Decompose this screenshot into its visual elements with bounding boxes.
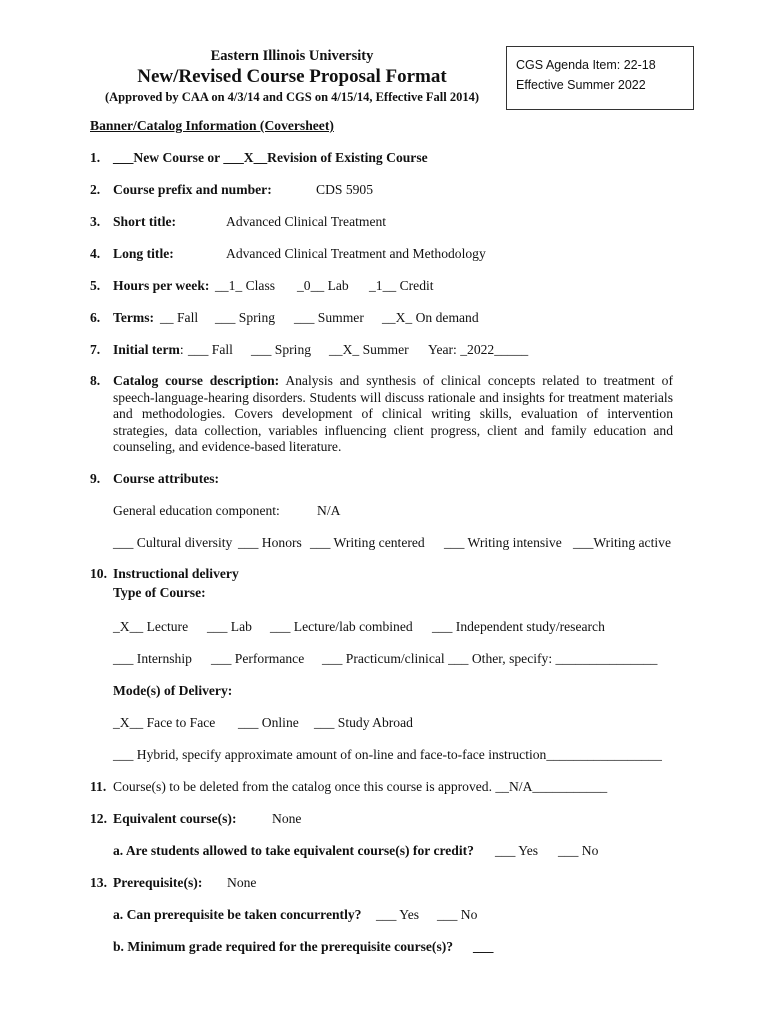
item-number-13: 13.	[90, 875, 107, 890]
delivery-mode-label: Mode(s) of Delivery:	[113, 683, 233, 698]
type-practicum-other: ___ Practicum/clinical ___ Other, specify: _______________	[322, 651, 658, 666]
equivalent-credit-no: ___ No	[558, 843, 599, 858]
prerequisites-value: None	[227, 875, 257, 890]
hours-class: __1_ Class	[215, 278, 276, 293]
agenda-box	[506, 46, 694, 110]
attr-honors: ___ Honors	[238, 535, 302, 550]
gen-ed-label: General education component:	[113, 503, 280, 518]
item-number-11: 11.	[90, 779, 107, 794]
equivalent-credit-yes: ___ Yes	[495, 843, 539, 858]
item-number-10: 10.	[90, 566, 107, 581]
attr-writing-intensive: ___ Writing intensive	[444, 535, 562, 550]
type-of-course-label: Type of Course:	[113, 585, 206, 600]
short-title-value: Advanced Clinical Treatment	[226, 214, 387, 229]
hours-credit: _1__ Credit	[369, 278, 434, 293]
item-number-6: 6.	[90, 310, 101, 325]
equivalent-courses-label: Equivalent course(s):	[113, 811, 237, 826]
catalog-description-text: Analysis and synthesis of clinical concepts related to treatment of speech-language-hearing disorders. Students will discuss rationale and insights for treatment materials and methodologies. Covers development of clinical writing skills, evaluation of intervention strategies, data collection, variables influencing client progress, client and family education and counseling, and evidence-based literature.	[113, 373, 673, 454]
mode-hybrid: ___ Hybrid, specify approximate amount of on-line and face-to-face instruction_________________	[113, 747, 662, 762]
form-title: New/Revised Course Proposal Format	[137, 66, 447, 87]
attr-cultural-diversity: ___ Cultural diversity	[113, 535, 233, 550]
initial-term-summer: __X_ Summer	[329, 342, 409, 357]
catalog-description	[113, 373, 673, 456]
type-lab: ___ Lab	[207, 619, 252, 634]
equivalent-credit-question: a. Are students allowed to take equivalent course(s) for credit?	[113, 843, 474, 858]
attr-writing-active: ___Writing active	[573, 535, 671, 550]
terms-summer: ___ Summer	[294, 310, 364, 325]
item-number-4: 4.	[90, 246, 101, 261]
item-number-7: 7.	[90, 342, 101, 357]
prereq-concurrent-yes: ___ Yes	[376, 907, 420, 922]
approval-note: (Approved by CAA on 4/3/14 and CGS on 4/15/14, Effective Fall 2014)	[104, 90, 480, 104]
terms-on-demand: __X_ On demand	[382, 310, 479, 325]
equivalent-courses-value: None	[272, 811, 302, 826]
item-number-2: 2.	[90, 182, 101, 197]
mode-online: ___ Online	[238, 715, 299, 730]
course-prefix-label: Course prefix and number:	[113, 182, 272, 197]
catalog-description-label: Catalog course description:	[113, 373, 280, 388]
item-number-12: 12.	[90, 811, 107, 826]
terms-label: Terms:	[113, 310, 155, 325]
prereq-min-grade-blank: ___	[473, 939, 494, 954]
deleted-courses-line: Course(s) to be deleted from the catalog once this course is approved. __N/A___________	[113, 779, 608, 794]
prereq-min-grade-question: b. Minimum grade required for the prerequisite course(s)?	[113, 939, 454, 954]
item-number-3: 3.	[90, 214, 101, 229]
document-header	[90, 47, 494, 105]
course-attributes-label: Course attributes:	[113, 471, 220, 486]
item-number-8: 8.	[90, 373, 101, 388]
initial-term-fall: ___ Fall	[188, 342, 233, 357]
type-lecture: _X__ Lecture	[113, 619, 189, 634]
hours-lab: _0__ Lab	[297, 278, 349, 293]
university-name: Eastern Illinois University	[210, 48, 374, 64]
initial-term-label-text: Initial term	[113, 342, 180, 357]
mode-study-abroad: ___ Study Abroad	[314, 715, 413, 730]
instructional-delivery-label: Instructional delivery	[113, 566, 239, 581]
initial-term-colon: :	[179, 342, 184, 357]
type-internship: ___ Internship	[113, 651, 192, 666]
prereq-concurrent-no: ___ No	[437, 907, 478, 922]
type-lecture-lab: ___ Lecture/lab combined	[270, 619, 413, 634]
item-number-9: 9.	[90, 471, 101, 486]
agenda-effective: Effective Summer 2022	[516, 78, 646, 92]
mode-face-to-face: _X__ Face to Face	[113, 715, 216, 730]
type-independent-study: ___ Independent study/research	[432, 619, 605, 634]
long-title-label: Long title:	[113, 246, 174, 261]
short-title-label: Short title:	[113, 214, 177, 229]
section-heading: Banner/Catalog Information (Coversheet)	[90, 118, 334, 133]
course-type-line: ___New Course or ___X__Revision of Existing Course	[113, 150, 428, 165]
item-number-1: 1.	[90, 150, 101, 165]
terms-fall: __ Fall	[160, 310, 199, 325]
course-prefix-value: CDS 5905	[316, 182, 374, 197]
initial-term-year: Year: _2022_____	[428, 342, 529, 357]
agenda-item: CGS Agenda Item: 22-18	[516, 58, 656, 72]
initial-term-label	[113, 342, 184, 358]
type-performance: ___ Performance	[211, 651, 305, 666]
item-number-5: 5.	[90, 278, 101, 293]
gen-ed-value: N/A	[317, 503, 341, 518]
initial-term-spring: ___ Spring	[251, 342, 312, 357]
prereq-concurrent-question: a. Can prerequisite be taken concurrently?	[113, 907, 362, 922]
attr-writing-centered: ___ Writing centered	[310, 535, 425, 550]
hours-label: Hours per week:	[113, 278, 210, 293]
terms-spring: ___ Spring	[215, 310, 276, 325]
prerequisites-label: Prerequisite(s):	[113, 875, 203, 890]
long-title-value: Advanced Clinical Treatment and Methodology	[226, 246, 486, 261]
